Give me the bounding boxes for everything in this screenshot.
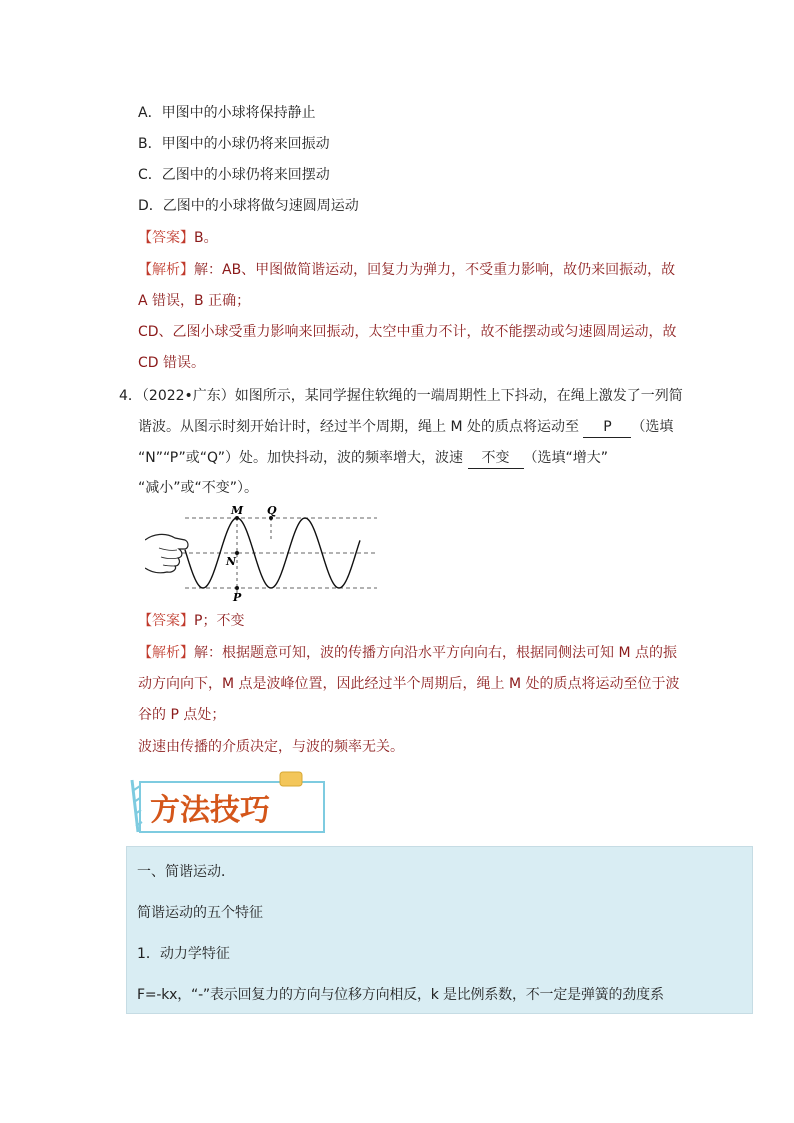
banner-title: 方法技巧 <box>150 793 270 828</box>
option-a: A．甲图中的小球将保持静止 <box>138 105 316 121</box>
label-p: P <box>233 591 242 602</box>
hand-icon <box>145 534 188 572</box>
q3-analysis-line-3: CD、乙图小球受重力影响来回振动，太空中重力不计，故不能摆动或匀速圆周运动，故 <box>138 324 677 340</box>
method-item-1: 1．动力学特征 <box>137 946 230 962</box>
analysis-tag: 【解析】 <box>138 262 194 278</box>
label-n: N <box>226 555 237 568</box>
answer-value: B。 <box>194 230 218 246</box>
option-b: B．甲图中的小球仍将来回振动 <box>138 136 330 152</box>
q4-line-3: “N”“P”或“Q”）处。加快抖动，波的频率增大，波速 不变 （选填“增大” <box>138 448 608 469</box>
q4-analysis-line-1: 【解析】解：根据题意可知，波的传播方向沿水平方向向右，根据同侧法可知 M 点的振 <box>138 645 677 661</box>
option-c: C．乙图中的小球仍将来回摆动 <box>138 167 330 183</box>
q4-answer <box>138 611 244 631</box>
q4-analysis-line-3: 谷的 P 点处； <box>138 707 226 723</box>
method-box <box>126 846 753 1014</box>
q3-answer <box>138 228 218 248</box>
point-p <box>235 586 239 590</box>
method-formula-line: F=-kx，“-”表示回复力的方向与位移方向相反，k 是比例系数，不一定是弹簧的劲度系 <box>137 987 664 1003</box>
answer-tag: 【答案】 <box>138 613 194 629</box>
answer-blank-2: 不变 <box>468 448 524 469</box>
wave-figure <box>145 502 385 602</box>
method-heading: 一、简谐运动． <box>137 864 235 880</box>
q3-analysis-line-2: A 错误，B 正确； <box>138 293 251 309</box>
q4-line-1: 4．（2022•广东）如图所示，某同学握住软绳的一端周期性上下抖动，在绳上激发了一列简 <box>119 388 683 404</box>
answer-tag: 【答案】 <box>138 230 194 246</box>
method-subheading: 简谐运动的五个特征 <box>137 905 263 921</box>
answer-blank-1: P <box>583 417 631 438</box>
q4-line-2: 谐波。从图示时刻开始计时，经过半个周期，绳上 M 处的质点将运动至 P （选填 <box>138 417 673 438</box>
analysis-tag: 【解析】 <box>138 645 194 661</box>
q4-line-4: “减小”或“不变”）。 <box>138 480 259 496</box>
label-m: M <box>231 504 244 517</box>
label-q: Q <box>267 504 277 517</box>
q4-analysis-line-2: 动方向向下，M 点是波峰位置，因此经过半个周期后，绳上 M 处的质点将运动至位于波 <box>138 676 680 692</box>
q3-analysis-line-1: 【解析】解：AB、甲图做简谐运动，回复力为弹力，不受重力影响，故仍来回振动，故 <box>138 262 676 278</box>
answer-value: P；不变 <box>194 613 245 629</box>
option-d: D．乙图中的小球将做匀速圆周运动 <box>138 198 359 214</box>
q3-analysis-line-4: CD 错误。 <box>138 355 206 371</box>
q4-analysis-line-4: 波速由传播的介质决定，与波的频率无关。 <box>138 739 404 755</box>
clip-icon <box>280 772 302 786</box>
method-banner <box>126 768 332 834</box>
